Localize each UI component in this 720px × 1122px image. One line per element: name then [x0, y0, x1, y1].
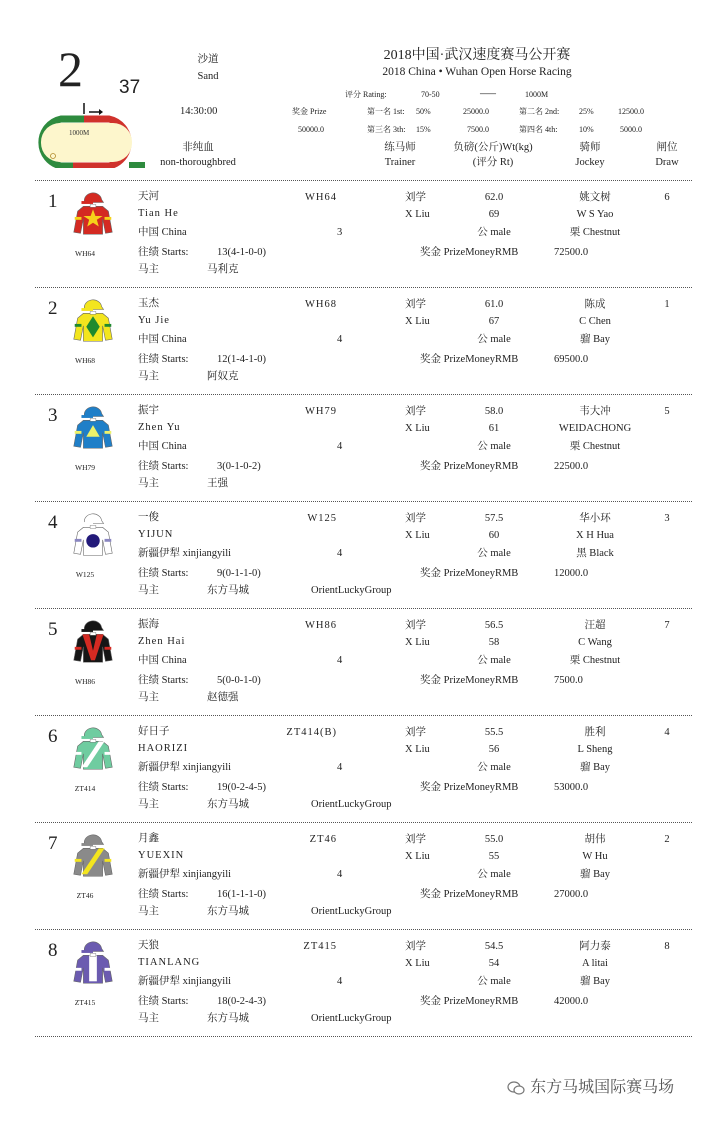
- place-3-amount: 7500.0: [467, 125, 489, 134]
- weight: 56.5: [484, 620, 504, 631]
- horse-age: 4: [337, 548, 343, 559]
- horse-number: 2: [48, 298, 58, 319]
- prize-money-label: 奖金 PrizeMoneyRMB: [420, 568, 519, 579]
- place-1-pct: 50%: [416, 107, 431, 116]
- horse-origin: 新疆伊犁 xinjiangyili: [138, 869, 232, 880]
- prize-money-value: 69500.0: [554, 354, 589, 365]
- header-divider: [35, 180, 692, 181]
- trainer-cn: 刘学: [405, 406, 426, 417]
- jockey-cn: 胜利: [584, 727, 606, 738]
- trainer-en: X Liu: [405, 958, 430, 969]
- prize-money-label: 奖金 PrizeMoneyRMB: [420, 996, 519, 1007]
- place-2-label: 第二名 2nd:: [519, 107, 560, 116]
- horse-origin: 中国 China: [138, 334, 187, 345]
- horse-origin: 中国 China: [138, 227, 187, 238]
- sex: 公 male: [477, 227, 511, 238]
- horse-name-en: Zhen Yu: [138, 422, 181, 433]
- prize-money-value: 42000.0: [554, 996, 589, 1007]
- starts-label: 往绩 Starts:: [138, 354, 189, 365]
- draw: 2: [664, 834, 670, 845]
- horse-id: ZT46: [309, 834, 337, 845]
- horse-row[interactable]: [0, 832, 720, 939]
- row-divider: [35, 822, 692, 823]
- trainer-en: X Liu: [405, 744, 430, 755]
- draw: 8: [664, 941, 670, 952]
- horse-name-cn: 月鑫: [138, 833, 159, 844]
- sex: 公 male: [477, 655, 511, 666]
- owner-label: 马主: [138, 906, 159, 917]
- prize-money-label: 奖金 PrizeMoneyRMB: [420, 889, 519, 900]
- prize-money-value: 22500.0: [554, 461, 589, 472]
- starts-value: 5(0-0-1-0): [217, 675, 261, 686]
- col-weight-cn: 负磅(公斤)Wt(kg): [453, 142, 533, 153]
- horse-age: 4: [337, 334, 343, 345]
- jockey-en: L Sheng: [577, 744, 613, 755]
- horse-code: WH64: [75, 249, 95, 258]
- col-draw-en: Draw: [655, 157, 679, 168]
- starts-value: 3(0-1-0-2): [217, 461, 261, 472]
- horse-name-cn: 天河: [138, 191, 159, 202]
- col-trainer-en: Trainer: [384, 157, 416, 168]
- draw: 5: [664, 406, 670, 417]
- starts-value: 19(0-2-4-5): [217, 782, 266, 793]
- rating-value: 70-50: [421, 90, 440, 99]
- horse-color: 栗 Chestnut: [569, 655, 621, 666]
- horse-row[interactable]: [0, 725, 720, 832]
- rating-dash: ——: [480, 89, 496, 98]
- jockey-en: C Chen: [579, 316, 611, 327]
- horse-age: 3: [337, 227, 343, 238]
- horse-age: 4: [337, 655, 343, 666]
- rating-label: 评分 Rating:: [345, 90, 387, 99]
- sex: 公 male: [477, 548, 511, 559]
- owner-label: 马主: [138, 478, 159, 489]
- jockey-silks-icon: [71, 511, 115, 564]
- owner-label: 马主: [138, 264, 159, 275]
- horse-color: 骝 Bay: [579, 762, 611, 773]
- weight: 55.5: [484, 727, 504, 738]
- horse-color: 栗 Chestnut: [569, 227, 621, 238]
- owner-label: 马主: [138, 692, 159, 703]
- prize-money-value: 72500.0: [554, 247, 589, 258]
- trainer-cn: 刘学: [405, 299, 426, 310]
- owner-cn: 阿奴克: [207, 371, 239, 382]
- place-1-label: 第一名 1st:: [367, 107, 405, 116]
- rating: 54: [488, 958, 500, 969]
- owner-en: OrientLuckyGroup: [311, 585, 392, 596]
- trainer-en: X Liu: [405, 423, 430, 434]
- watermark: [507, 1079, 674, 1095]
- trainer-cn: 刘学: [405, 727, 426, 738]
- rating: 60: [488, 530, 500, 541]
- horse-number: 7: [48, 833, 58, 854]
- col-weight-en: (评分 Rt): [472, 157, 514, 168]
- owner-label: 马主: [138, 799, 159, 810]
- horse-color: 骝 Bay: [579, 334, 611, 345]
- draw: 1: [664, 299, 670, 310]
- rating: 67: [488, 316, 500, 327]
- breed-cn: 非纯血: [182, 142, 214, 153]
- prize-money-label: 奖金 PrizeMoneyRMB: [420, 461, 519, 472]
- place-2-amount: 12500.0: [618, 107, 644, 116]
- starts-label: 往绩 Starts:: [138, 247, 189, 258]
- trainer-cn: 刘学: [405, 513, 426, 524]
- horse-name-en: YIJUN: [138, 529, 174, 540]
- horse-origin: 新疆伊犁 xinjiangyili: [138, 548, 232, 559]
- horse-name-cn: 玉杰: [138, 298, 159, 309]
- place-3-pct: 15%: [416, 125, 431, 134]
- horse-code: W125: [75, 570, 95, 579]
- race-distance: 1000M: [525, 90, 549, 99]
- owner-label: 马主: [138, 585, 159, 596]
- jockey-silks-icon: [71, 832, 115, 885]
- starts-value: 12(1-4-1-0): [217, 354, 266, 365]
- rating: 55: [488, 851, 500, 862]
- horse-color: 骝 Bay: [579, 976, 611, 987]
- horse-name-en: Tian He: [138, 208, 179, 219]
- horse-origin: 中国 China: [138, 441, 187, 452]
- horse-color: 黑 Black: [576, 548, 614, 559]
- horse-code: WH79: [75, 463, 95, 472]
- horse-id: WH68: [305, 299, 337, 310]
- jockey-silks-icon: [71, 190, 115, 243]
- prize-money-label: 奖金 PrizeMoneyRMB: [420, 247, 519, 258]
- row-divider: [35, 1036, 692, 1037]
- jockey-cn: 华小环: [579, 513, 611, 524]
- horse-code: WH68: [75, 356, 95, 365]
- horse-row[interactable]: [0, 618, 720, 725]
- horse-name-en: TIANLANG: [138, 957, 201, 968]
- starts-value: 13(4-1-0-0): [217, 247, 266, 258]
- horse-number: 3: [48, 405, 58, 426]
- prize-money-value: 27000.0: [554, 889, 589, 900]
- prize-money-value: 53000.0: [554, 782, 589, 793]
- weight: 61.0: [484, 299, 504, 310]
- watermark-text: 东方马城国际赛马场: [530, 1077, 675, 1096]
- sex: 公 male: [477, 762, 511, 773]
- row-divider: [35, 394, 692, 395]
- start-arrow-icon: [84, 103, 103, 115]
- jockey-cn: 韦大冲: [579, 406, 611, 417]
- prize-total: 50000.0: [298, 125, 324, 134]
- row-divider: [35, 608, 692, 609]
- jockey-en: W S Yao: [576, 209, 614, 220]
- surface-cn: 沙道: [197, 54, 219, 65]
- starts-label: 往绩 Starts:: [138, 782, 189, 793]
- owner-label: 马主: [138, 1013, 159, 1024]
- row-divider: [35, 287, 692, 288]
- track-distance: 1000M: [69, 129, 90, 137]
- starts-value: 16(1-1-1-0): [217, 889, 266, 900]
- row-divider: [35, 929, 692, 930]
- starts-label: 往绩 Starts:: [138, 461, 189, 472]
- jockey-silks-icon: [71, 618, 115, 671]
- horse-row[interactable]: [0, 297, 720, 404]
- horse-row[interactable]: [0, 511, 720, 618]
- track-diagram: [33, 100, 145, 168]
- sex: 公 male: [477, 441, 511, 452]
- wechat-icon: [507, 1081, 525, 1095]
- owner-cn: 东方马城: [207, 906, 249, 917]
- weight: 57.5: [484, 513, 504, 524]
- prize-money-value: 7500.0: [554, 675, 583, 686]
- starts-label: 往绩 Starts:: [138, 889, 189, 900]
- jockey-cn: 胡伟: [584, 834, 606, 845]
- jockey-en: X H Hua: [576, 530, 614, 541]
- horse-origin: 新疆伊犁 xinjiangyili: [138, 976, 232, 987]
- owner-label: 马主: [138, 371, 159, 382]
- horse-row[interactable]: [0, 190, 720, 297]
- prize-money-label: 奖金 PrizeMoneyRMB: [420, 354, 519, 365]
- trainer-en: X Liu: [405, 209, 430, 220]
- trainer-cn: 刘学: [405, 834, 426, 845]
- trainer-en: X Liu: [405, 530, 430, 541]
- race-title-cn: 2018中国·武汉速度赛马公开赛: [383, 48, 571, 63]
- prize-money-label: 奖金 PrizeMoneyRMB: [420, 782, 519, 793]
- jockey-silks-icon: [71, 725, 115, 778]
- weight: 54.5: [484, 941, 504, 952]
- horse-row[interactable]: [0, 404, 720, 511]
- place-2-pct: 25%: [579, 107, 594, 116]
- horse-name-cn: 振海: [138, 619, 159, 630]
- jockey-cn: 陈成: [584, 299, 606, 310]
- trainer-cn: 刘学: [405, 620, 426, 631]
- horse-code: WH86: [75, 677, 95, 686]
- starts-label: 往绩 Starts:: [138, 996, 189, 1007]
- trainer-en: X Liu: [405, 637, 430, 648]
- row-divider: [35, 501, 692, 502]
- breed-en: non-thoroughbred: [160, 157, 236, 168]
- sex: 公 male: [477, 869, 511, 880]
- horse-origin: 新疆伊犁 xinjiangyili: [138, 762, 232, 773]
- horse-name-en: YUEXIN: [138, 850, 185, 861]
- horse-id: WH86: [305, 620, 337, 631]
- jockey-silks-icon: [71, 939, 115, 992]
- horse-number: 4: [48, 512, 58, 533]
- horse-name-cn: 天狼: [138, 940, 159, 951]
- horse-number: 8: [48, 940, 58, 961]
- weight: 58.0: [484, 406, 504, 417]
- col-trainer-cn: 练马师: [384, 142, 416, 153]
- jockey-en: WEIDACHONG: [558, 423, 632, 434]
- horse-name-cn: 好日子: [138, 726, 170, 737]
- race-time: 14:30:00: [180, 106, 218, 117]
- owner-en: OrientLuckyGroup: [311, 1013, 392, 1024]
- horse-number: 5: [48, 619, 58, 640]
- jockey-en: A litai: [582, 958, 608, 969]
- prize-label: 奖金 Prize: [292, 107, 327, 116]
- place-1-amount: 25000.0: [463, 107, 489, 116]
- place-3-label: 第三名 3th:: [367, 125, 406, 134]
- horse-code: ZT414: [74, 784, 96, 793]
- horse-id: W125: [307, 513, 337, 524]
- owner-en: OrientLuckyGroup: [311, 799, 392, 810]
- horse-name-en: Zhen Hai: [138, 636, 186, 647]
- trainer-en: X Liu: [405, 316, 430, 327]
- prize-money-label: 奖金 PrizeMoneyRMB: [420, 675, 519, 686]
- rating: 69: [488, 209, 500, 220]
- horse-color: 栗 Chestnut: [569, 441, 621, 452]
- owner-cn: 东方马城: [207, 799, 249, 810]
- horse-id: WH64: [305, 192, 337, 203]
- draw: 4: [664, 727, 670, 738]
- place-4-pct: 10%: [579, 125, 594, 134]
- col-jockey-cn: 骑师: [579, 142, 601, 153]
- horse-name-en: HAORIZI: [138, 743, 189, 754]
- owner-cn: 东方马城: [207, 1013, 249, 1024]
- horse-age: 4: [337, 869, 343, 880]
- trainer-en: X Liu: [405, 851, 430, 862]
- trainer-cn: 刘学: [405, 941, 426, 952]
- horse-name-cn: 振宇: [138, 405, 159, 416]
- jockey-en: C Wang: [578, 637, 612, 648]
- horse-code: ZT46: [76, 891, 94, 900]
- starts-label: 往绩 Starts:: [138, 568, 189, 579]
- horse-id: ZT414(B): [286, 727, 337, 738]
- horse-name-cn: 一俊: [138, 512, 159, 523]
- place-4-label: 第四名 4th:: [519, 125, 558, 134]
- rating: 61: [488, 423, 500, 434]
- weight: 55.0: [484, 834, 504, 845]
- place-4-amount: 5000.0: [620, 125, 642, 134]
- owner-cn: 东方马城: [207, 585, 249, 596]
- starts-value: 9(0-1-1-0): [217, 568, 261, 579]
- horse-number: 1: [48, 191, 58, 212]
- draw: 6: [664, 192, 670, 203]
- race-id: 37: [119, 77, 141, 98]
- rating: 56: [488, 744, 500, 755]
- jockey-cn: 汪超: [584, 620, 606, 631]
- race-title-en: 2018 China • Wuhan Open Horse Racing: [382, 66, 572, 78]
- col-draw-cn: 闸位: [656, 142, 678, 153]
- trainer-cn: 刘学: [405, 192, 426, 203]
- starts-label: 往绩 Starts:: [138, 675, 189, 686]
- horse-id: ZT415: [303, 941, 337, 952]
- jockey-cn: 阿力泰: [579, 941, 611, 952]
- horse-name-en: Yu Jie: [138, 315, 170, 326]
- owner-en: OrientLuckyGroup: [311, 906, 392, 917]
- rating: 58: [488, 637, 500, 648]
- horse-age: 4: [337, 762, 343, 773]
- horse-age: 4: [337, 976, 343, 987]
- row-divider: [35, 715, 692, 716]
- jockey-silks-icon: [71, 297, 115, 350]
- horse-id: WH79: [305, 406, 337, 417]
- weight: 62.0: [484, 192, 504, 203]
- owner-cn: 王强: [207, 478, 228, 489]
- horse-row[interactable]: [0, 939, 720, 1046]
- owner-cn: 马利克: [207, 264, 239, 275]
- horse-color: 骝 Bay: [579, 869, 611, 880]
- jockey-en: W Hu: [582, 851, 608, 862]
- prize-money-value: 12000.0: [554, 568, 589, 579]
- race-number: 2: [58, 41, 83, 97]
- horse-origin: 中国 China: [138, 655, 187, 666]
- draw: 3: [664, 513, 670, 524]
- surface-en: Sand: [197, 71, 219, 82]
- owner-cn: 赵德强: [207, 692, 239, 703]
- sex: 公 male: [477, 334, 511, 345]
- jockey-silks-icon: [71, 404, 115, 457]
- starts-value: 18(0-2-4-3): [217, 996, 266, 1007]
- draw: 7: [664, 620, 670, 631]
- horse-age: 4: [337, 441, 343, 452]
- horse-number: 6: [48, 726, 58, 747]
- jockey-cn: 姚文树: [579, 192, 611, 203]
- col-jockey-en: Jockey: [575, 157, 605, 168]
- horse-code: ZT415: [74, 998, 96, 1007]
- sex: 公 male: [477, 976, 511, 987]
